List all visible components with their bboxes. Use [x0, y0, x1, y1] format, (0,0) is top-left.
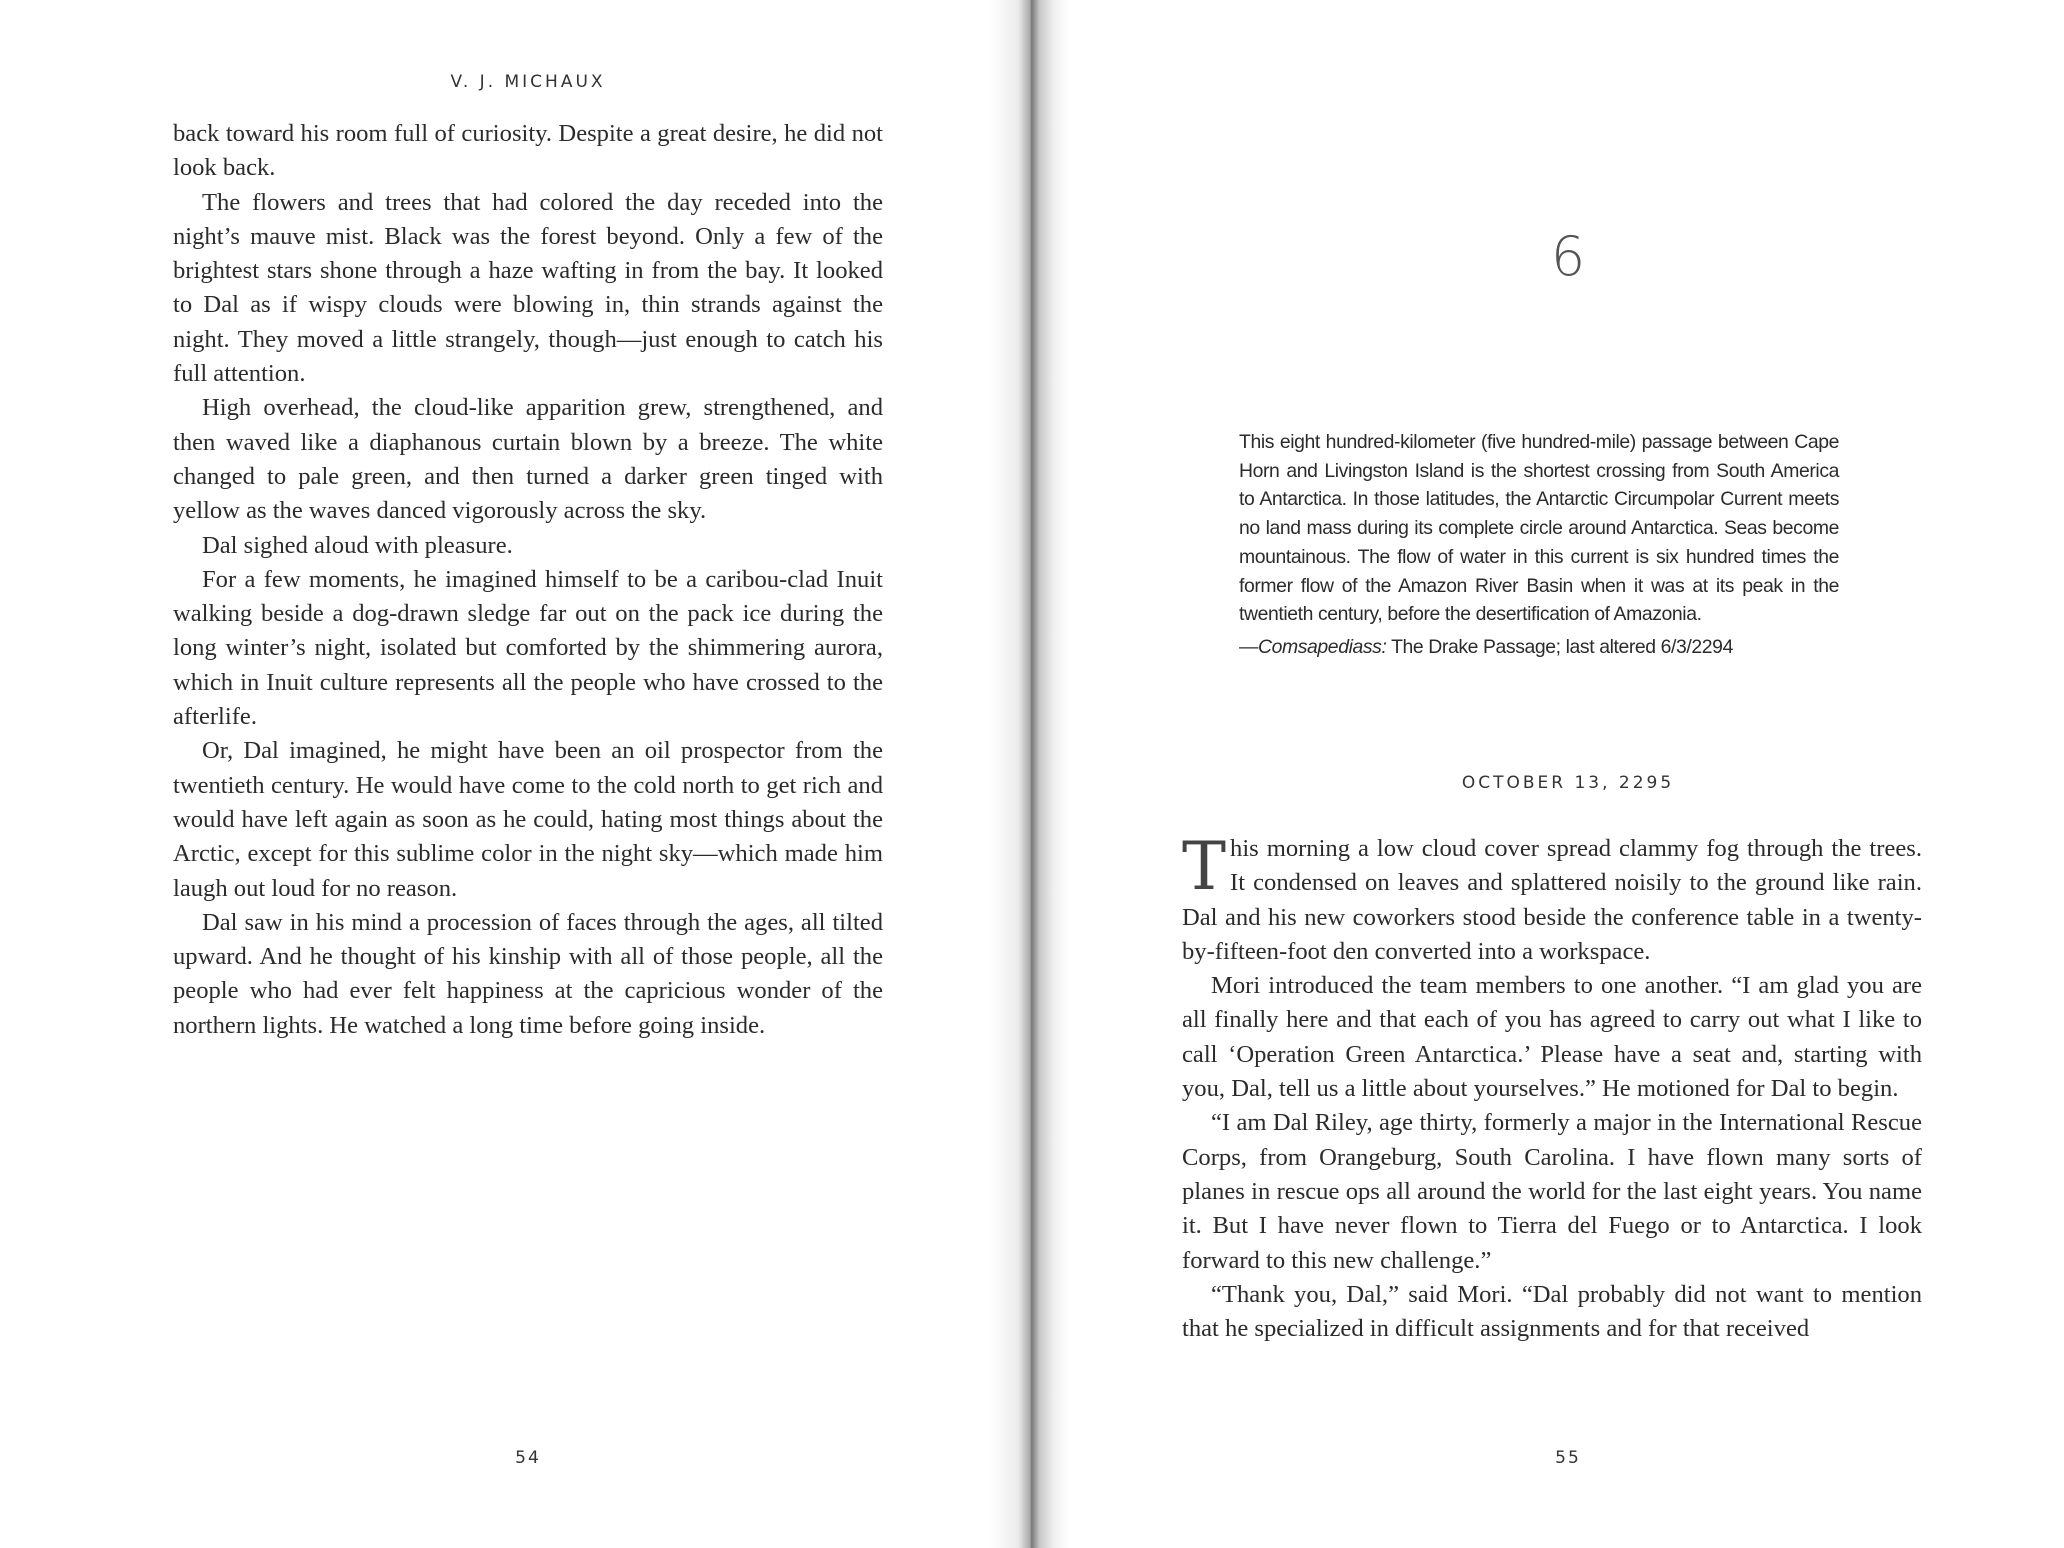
epigraph: This eight hundred-kilometer (five hundred-mile) passage between Cape Horn and Livingston Island is the shortest crossing from South America to Antarctica. In those latitudes, the Antarctic Circumpolar Current meets no land mass during its complete circle around Antarctica. Seas become mountainous. The flow of water in this current is six hundred times the former flow of the Amazon River Basin when it was at its peak in the twentieth century, before the desertification of Amazonia. [1239, 431, 1839, 626]
left-body-text [173, 117, 883, 1043]
paragraph [1182, 828, 1922, 969]
paragraph: For a few moments, he imagined himself to be a caribou-clad Inuit walking beside a dog-drawn sledge far out on the pack ice during the long winter’s night, isolated but comforted by the shimmering aurora, which in Inuit culture represents all the people who have crossed to the afterlife. [173, 565, 883, 731]
paragraph: Dal saw in his mind a procession of faces through the ages, all tilted upward. And he thought of his kinship with all of those people, all the people who had ever felt happiness at the capricious wonder of the northern lights. He watched a long time before going inside. [173, 908, 883, 1039]
paragraph: back toward his room full of curiosity. Despite a great desire, he did not look back. [173, 120, 883, 182]
paragraph: The flowers and trees that had colored the day receded into the night’s mauve mist. Black was the forest beyond. Only a few of the brightest stars shone through a haze wafting in from the bay. It looked to Dal as if wispy clouds were blowing in, thin strands against the night. They moved a little strangely, though—just enough to catch his full attention. [173, 188, 883, 388]
paragraph: “Thank you, Dal,” said Mori. “Dal probably did not want to mention that he specialized in difficult assignments and for that received [1182, 1280, 1922, 1343]
left-page [0, 0, 1030, 1548]
dateline: OCTOBER 13, 2295 [1461, 773, 1675, 793]
epigraph-source-dash: — [1239, 636, 1258, 658]
paragraph: Dal sighed aloud with pleasure. [202, 531, 513, 559]
paragraph: High overhead, the cloud-like apparition grew, strengthened, and then waved like a diaphanous curtain blown by a breeze. The white changed to pale green, and then turned a darker green tinged with yellow as the waves danced vigorously across the sky. [173, 394, 883, 525]
page-number: 55 [1555, 1448, 1581, 1468]
right-body-text [1182, 828, 1922, 1346]
paragraph: Mori introduced the team members to one another. “I am glad you are all finally here and that each of you has agreed to carry out what I like to call ‘Operation Green Antarctica.’ Please have a seat and, starting with you, Dal, tell us a little about yourselves.” He motioned for Dal to begin. [1182, 972, 1922, 1103]
paragraph: Or, Dal imagined, he might have been an oil prospector from the twentieth century. He would have come to the cold north to get rich and would have left again as soon as he could, hating most things about the Arctic, except for this sublime color in the night sky—which made him laugh out loud for no reason. [173, 737, 883, 902]
epigraph-source-title: Comsapediass: [1258, 636, 1387, 658]
paragraph: “I am Dal Riley, age thirty, formerly a major in the International Rescue Corps, from Orangeburg, South Carolina. I have flown many sorts of planes in rescue ops all around the world for the last eight years. You name it. But I have never flown to Tierra del Fuego or to Antarctica. I look forward to this new challenge.” [1182, 1109, 1922, 1274]
right-page [1030, 0, 2064, 1548]
epigraph-source-detail: The Drake Passage; last altered 6/3/2294 [1386, 636, 1733, 658]
chapter-number: 6 [1550, 225, 1586, 288]
paragraph-text: his morning a low cloud cover spread clammy fog through the trees. It condensed on leaves and splattered noisily to the ground like rain. Dal and his new coworkers stood beside the conference table in a twenty-by-fifteen-foot den converted into a workspace. [1182, 835, 1922, 965]
running-head: V. J. MICHAUX [450, 72, 606, 92]
page-number: 54 [515, 1448, 541, 1468]
epigraph-source [1239, 636, 1839, 659]
drop-cap: T [1182, 828, 1227, 905]
